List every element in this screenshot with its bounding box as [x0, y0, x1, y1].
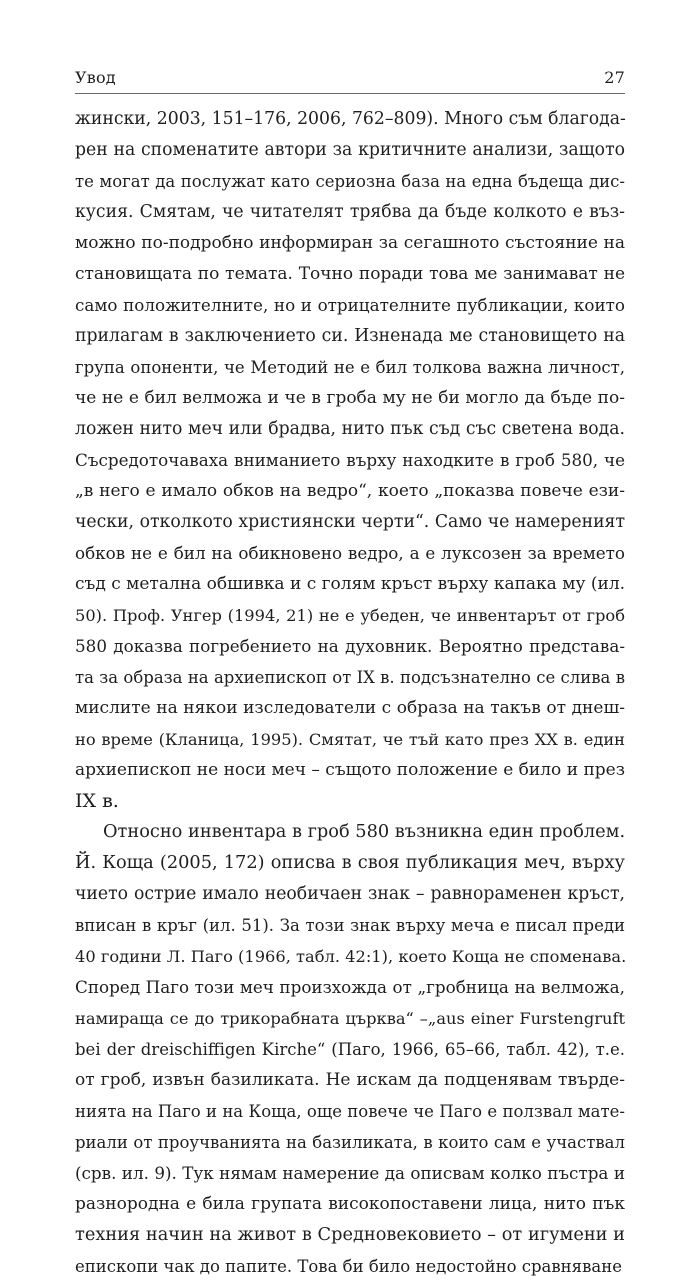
- text-line: 580 доказва погребението на духовник. Вероятно представа-: [75, 636, 625, 656]
- text-line: риали от проучванията на базиликата, в които сам е участвал: [75, 1133, 625, 1152]
- text-line: „в него е имало обков на ведро“, което „показва повече ези-: [75, 481, 625, 501]
- paragraph: [75, 817, 625, 1282]
- text-line: ложен нито меч или брадва, нито пък съд със светена вода.: [75, 419, 625, 439]
- text-line: те могат да послужат като сериозна база на една бъдеща дис-: [75, 172, 625, 191]
- text-line: 40 години Л. Паго (1966, табл. 42:1), което Коща не споменава.: [75, 947, 627, 966]
- text-line: обков не е бил на обикновено ведро, а е луксозен за времето: [75, 543, 625, 563]
- text-line: IX в.: [75, 790, 119, 812]
- text-line: епископи чак до папите. Това би било недостойно сравняване: [75, 1257, 622, 1276]
- text-line: че не е бил велможа и че в гроба му не би могло да бъде по-: [75, 388, 625, 408]
- text-line: bei der dreischiffigen Kirche“ (Паго, 1966, 65–66, табл. 42), т.е.: [75, 1040, 625, 1059]
- text-line: прилагам в заключението си. Изненада ме становището на: [75, 326, 625, 346]
- text-line: рен на споменатите автори за критичните анализи, защото: [75, 140, 625, 160]
- text-line: архиепископ не носи меч – същото положение е било и през: [75, 760, 625, 780]
- text-line: становищата по темата. Точно поради това ме занимават не: [75, 264, 625, 284]
- page-number: 27: [604, 68, 625, 87]
- text-line: разнородна е била групата високопоставени лица, нито пък: [75, 1194, 625, 1214]
- text-line: 50). Проф. Унгер (1994, 21) не е убеден, че инвентарът от гроб: [75, 606, 625, 625]
- running-head: [75, 68, 625, 92]
- text-line: можно по-подробно информиран за сегашното състояние на: [75, 233, 625, 253]
- paragraph: [75, 104, 625, 817]
- text-line: (срв. ил. 9). Тук нямам намерение да описвам колко пъстра и: [75, 1163, 625, 1183]
- text-line: само положителните, но и отрицателните публикации, които: [75, 295, 625, 315]
- text-line: чески, отколкото християнски черти“. Само че намереният: [75, 512, 625, 532]
- text-line: група опоненти, че Методий не е бил толкова важна личност,: [75, 358, 625, 377]
- text-line: та за образа на архиепископ от IX в. подсъзнателно се слива в: [75, 668, 625, 687]
- text-line: Й. Коща (2005, 172) описва в своя публикация меч, върху: [75, 853, 625, 873]
- text-line: Относно инвентара в гроб 580 възникна един проблем.: [103, 822, 626, 842]
- text-line: но време (Кланица, 1995). Смятат, че тъй като през XX в. един: [75, 730, 625, 749]
- text-line: техния начин на живот в Средновековието – от игумени и: [75, 1225, 625, 1245]
- text-line: жински, 2003, 151–176, 2006, 762–809). Много съм благода-: [75, 109, 626, 129]
- body-text: [75, 104, 625, 1282]
- text-line: кусия. Смятам, че читателят трябва да бъде колкото е въз-: [75, 202, 625, 222]
- text-line: нията на Паго и на Коща, още повече че Паго е ползвал мате-: [75, 1102, 625, 1121]
- text-line: намираща се до трикорабната църква“ –„aus einer Furstengruft: [75, 1009, 625, 1028]
- text-line: съд с метална обшивка и с голям кръст върху капака му (ил.: [75, 574, 626, 594]
- text-line: чието острие имало необичаен знак – равнораменен кръст,: [75, 884, 625, 904]
- text-line: мислите на някои изследователи с образа на такъв от днеш-: [75, 698, 625, 718]
- text-line: от гроб, извън базиликата. Не искам да подценявам твърде-: [75, 1070, 625, 1090]
- text-line: Съсредоточаваха вниманието върху находките в гроб 580, че: [75, 450, 625, 470]
- header-rule: [75, 93, 625, 94]
- text-line: вписан в кръг (ил. 51). За този знак върху меча е писал преди: [75, 916, 625, 935]
- text-line: Според Паго този меч произхожда от „гробница на велможа,: [75, 977, 625, 997]
- section-title: Увод: [75, 68, 116, 87]
